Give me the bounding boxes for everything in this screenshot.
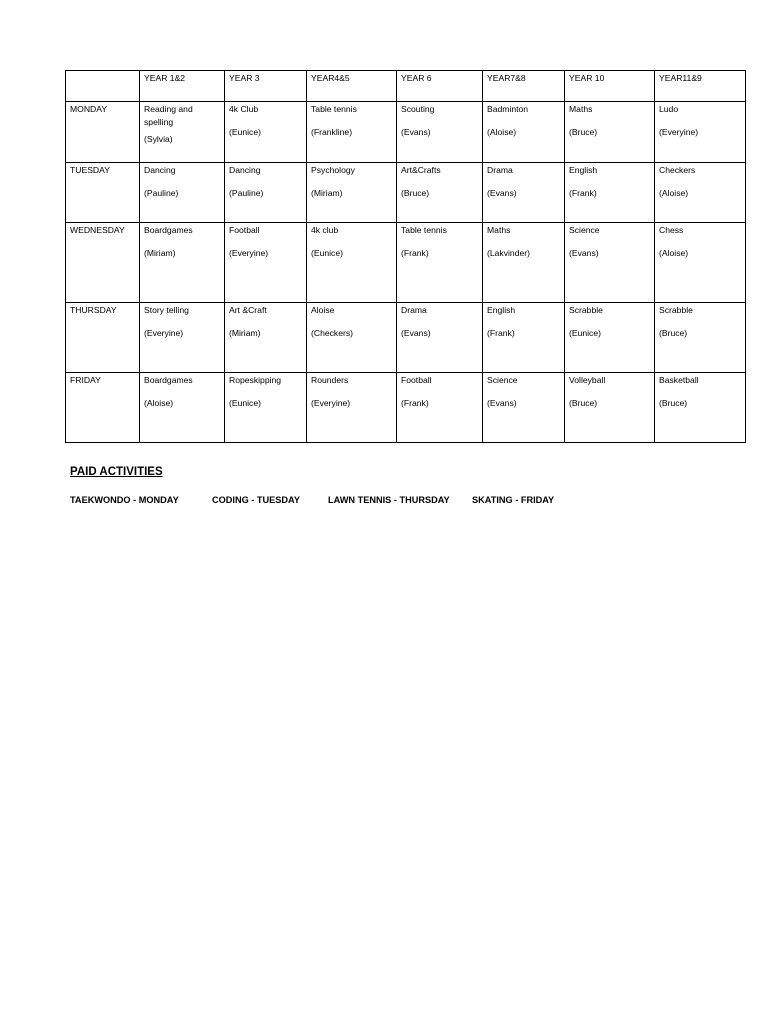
activity-name: Ludo (659, 104, 679, 114)
activity-name: English (569, 165, 598, 175)
activity-leader: (Sylvia) (144, 134, 173, 144)
table-row-monday (66, 102, 746, 163)
activity-leader: (Bruce) (569, 127, 598, 137)
activity-name: English (487, 305, 516, 315)
paid-activity-item: TAEKWONDO - MONDAY (70, 495, 179, 505)
activity-leader: (Bruce) (569, 398, 598, 408)
day-cell: FRIDAY (66, 373, 140, 443)
paid-activity-item: CODING - TUESDAY (212, 495, 300, 505)
activity-cell (397, 303, 483, 373)
activity-name: Drama (401, 305, 427, 315)
activity-cell (140, 373, 225, 443)
activity-cell (483, 373, 565, 443)
activity-leader: (Aloise) (487, 127, 517, 137)
activity-timetable (65, 70, 746, 443)
activity-leader: (Frank) (487, 328, 515, 338)
activity-cell (655, 223, 746, 303)
activity-name: Science (487, 375, 518, 385)
activity-cell (140, 102, 225, 163)
activity-cell (225, 303, 307, 373)
activity-cell (225, 163, 307, 223)
table-row-tuesday (66, 163, 746, 223)
activity-name: Story telling (144, 305, 189, 315)
header-cell (66, 71, 140, 102)
header-cell: YEAR 10 (565, 71, 655, 102)
activity-name: Boardgames (144, 375, 193, 385)
activity-leader: (Checkers) (311, 328, 354, 338)
activity-leader: (Eunice) (569, 328, 601, 338)
activity-leader: (Lakvinder) (487, 248, 530, 258)
activity-cell (483, 102, 565, 163)
activity-name: Scrabble (569, 305, 603, 315)
activity-name: Boardgames (144, 225, 193, 235)
activity-cell (307, 223, 397, 303)
activity-leader: (Eunice) (229, 127, 261, 137)
activity-cell (140, 223, 225, 303)
activity-name: Football (401, 375, 432, 385)
activity-cell (307, 163, 397, 223)
day-cell: THURSDAY (66, 303, 140, 373)
paid-activity-item: SKATING - FRIDAY (472, 495, 555, 505)
activity-leader: (Miriam) (229, 328, 261, 338)
table-row-friday (66, 373, 746, 443)
header-cell: YEAR4&5 (307, 71, 397, 102)
activity-leader: (Bruce) (659, 398, 688, 408)
activity-leader: (Everyine) (144, 328, 184, 338)
activity-name: Maths (487, 225, 511, 235)
activity-cell (140, 163, 225, 223)
activity-name: Psychology (311, 165, 355, 175)
day-cell: WEDNESDAY (66, 223, 140, 303)
activity-cell (655, 102, 746, 163)
header-cell: YEAR7&8 (483, 71, 565, 102)
activity-leader: (Miriam) (311, 188, 343, 198)
activity-cell (140, 303, 225, 373)
activity-name: Drama (487, 165, 513, 175)
activity-name: Aloise (311, 305, 335, 315)
activity-leader: (Frank) (401, 248, 429, 258)
activity-leader: (Evans) (401, 127, 431, 137)
activity-leader: (Aloise) (659, 188, 689, 198)
activity-name: Volleyball (569, 375, 606, 385)
activity-leader: (Pauline) (144, 188, 179, 198)
activity-cell (565, 102, 655, 163)
activity-cell (565, 223, 655, 303)
activity-name: Maths (569, 104, 593, 114)
activity-leader: (Everyine) (229, 248, 269, 258)
activity-cell (397, 163, 483, 223)
activity-cell (225, 223, 307, 303)
activity-cell (225, 373, 307, 443)
day-cell: MONDAY (66, 102, 140, 163)
activity-leader: (Bruce) (401, 188, 430, 198)
activity-leader: (Eunice) (311, 248, 343, 258)
day-cell: TUESDAY (66, 163, 140, 223)
activity-name: Scouting (401, 104, 435, 114)
activity-cell (483, 303, 565, 373)
activity-leader: (Pauline) (229, 188, 264, 198)
activity-name: Rounders (311, 375, 349, 385)
paid-activities-heading: PAID ACTIVITIES (70, 466, 163, 478)
activity-name: Ropeskipping (229, 375, 282, 385)
activity-name: Basketball (659, 375, 699, 385)
activity-cell (307, 303, 397, 373)
activity-cell (307, 373, 397, 443)
activity-cell (397, 102, 483, 163)
header-cell: YEAR 1&2 (140, 71, 225, 102)
activity-name: Reading and spelling (144, 104, 193, 127)
header-cell: YEAR 3 (225, 71, 307, 102)
activity-leader: (Evans) (569, 248, 599, 258)
activity-leader: (Evans) (487, 398, 517, 408)
header-cell: YEAR11&9 (655, 71, 746, 102)
activity-leader: (Evans) (487, 188, 517, 198)
activity-leader: (Frank) (569, 188, 597, 198)
activity-name: 4k Club (229, 104, 259, 114)
activity-cell (565, 303, 655, 373)
header-row (66, 71, 746, 102)
activity-leader: (Everyine) (311, 398, 351, 408)
activity-cell (655, 163, 746, 223)
activity-name: Science (569, 225, 600, 235)
activity-name: Dancing (144, 165, 176, 175)
activity-leader: (Evans) (401, 328, 431, 338)
activity-leader: (Bruce) (659, 328, 688, 338)
activity-cell (483, 163, 565, 223)
activity-name: Table tennis (311, 104, 357, 114)
activity-cell (565, 373, 655, 443)
activity-leader: (Frank) (401, 398, 429, 408)
paid-activity-item: LAWN TENNIS - THURSDAY (328, 495, 450, 505)
activity-name: Scrabble (659, 305, 693, 315)
header-cell: YEAR 6 (397, 71, 483, 102)
activity-cell (397, 373, 483, 443)
activity-cell (307, 102, 397, 163)
activity-leader: (Miriam) (144, 248, 176, 258)
activity-leader: (Eunice) (229, 398, 261, 408)
activity-name: Dancing (229, 165, 261, 175)
activity-name: Chess (659, 225, 684, 235)
activity-name: Football (229, 225, 260, 235)
table-row-thursday (66, 303, 746, 373)
activity-name: 4k club (311, 225, 339, 235)
activity-name: Table tennis (401, 225, 447, 235)
activity-leader: (Aloise) (144, 398, 174, 408)
activity-cell (655, 303, 746, 373)
activity-cell (565, 163, 655, 223)
activity-name: Art&Crafts (401, 165, 441, 175)
activity-leader: (Everyine) (659, 127, 699, 137)
activity-leader: (Frankline) (311, 127, 353, 137)
activity-leader: (Aloise) (659, 248, 689, 258)
activity-name: Checkers (659, 165, 696, 175)
activity-cell (655, 373, 746, 443)
table-row-wednesday (66, 223, 746, 303)
activity-name: Art &Craft (229, 305, 267, 315)
activity-cell (483, 223, 565, 303)
activity-cell (397, 223, 483, 303)
activity-cell (225, 102, 307, 163)
activity-name: Badminton (487, 104, 529, 114)
